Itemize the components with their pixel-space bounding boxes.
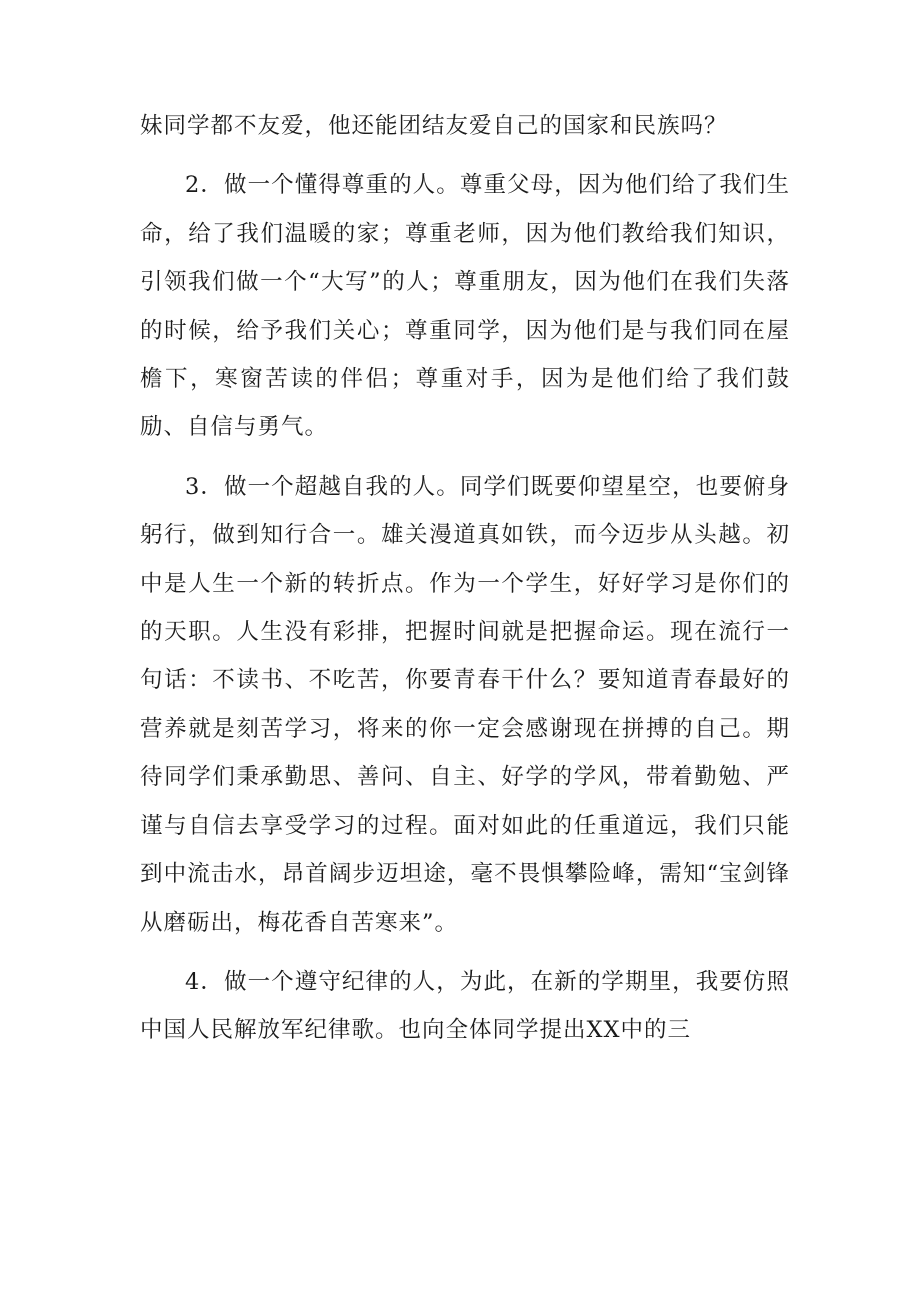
paragraph-continued: 妹同学都不友爱，他还能团结友爱自己的国家和民族吗？ <box>140 113 728 139</box>
document-body <box>140 102 790 1066</box>
paragraph-item-3-self-surpass: 3．做一个超越自我的人。同学们既要仰望星空，也要俯身躬行，做到知行合一。雄关漫道真如铁，而今迈步从头越。初中是人生一个新的转折点。作为一个学生，好好学习是你们的的天职。人生没有彩排，把握时间就是把握命运。现在流行一句话：不读书、不吃苦，你要青春干什么？要知道青春最好的营养就是刻苦学习，将来的你一定会感谢现在拼搏的自己。期待同学们秉承勤思、善问、自主、好学的学风，带着勤勉、严谨与自信去享受学习的过程。面对如此的任重道远，我们只能到中流击水，昂首阔步迈坦途，毫不畏惧攀险峰，需知“宝剑锋从磨砺出，梅花香自苦寒来”。 <box>140 473 790 936</box>
paragraph-item-4-discipline: 4．做一个遵守纪律的人，为此，在新的学期里，我要仿照中国人民解放军纪律歌。也向全体同学提出XX中的三 <box>140 968 790 1044</box>
paragraph-item-2-respect: 2．做一个懂得尊重的人。尊重父母，因为他们给了我们生命，给了我们温暖的家；尊重老师，因为他们教给我们知识，引领我们做一个“大写”的人；尊重朋友，因为他们在我们失落的时候，给予我们关心；尊重同学，因为他们是与我们同在屋檐下，寒窗苦读的伴侣；尊重对手，因为是他们给了我们鼓励、自信与勇气。 <box>140 172 790 441</box>
